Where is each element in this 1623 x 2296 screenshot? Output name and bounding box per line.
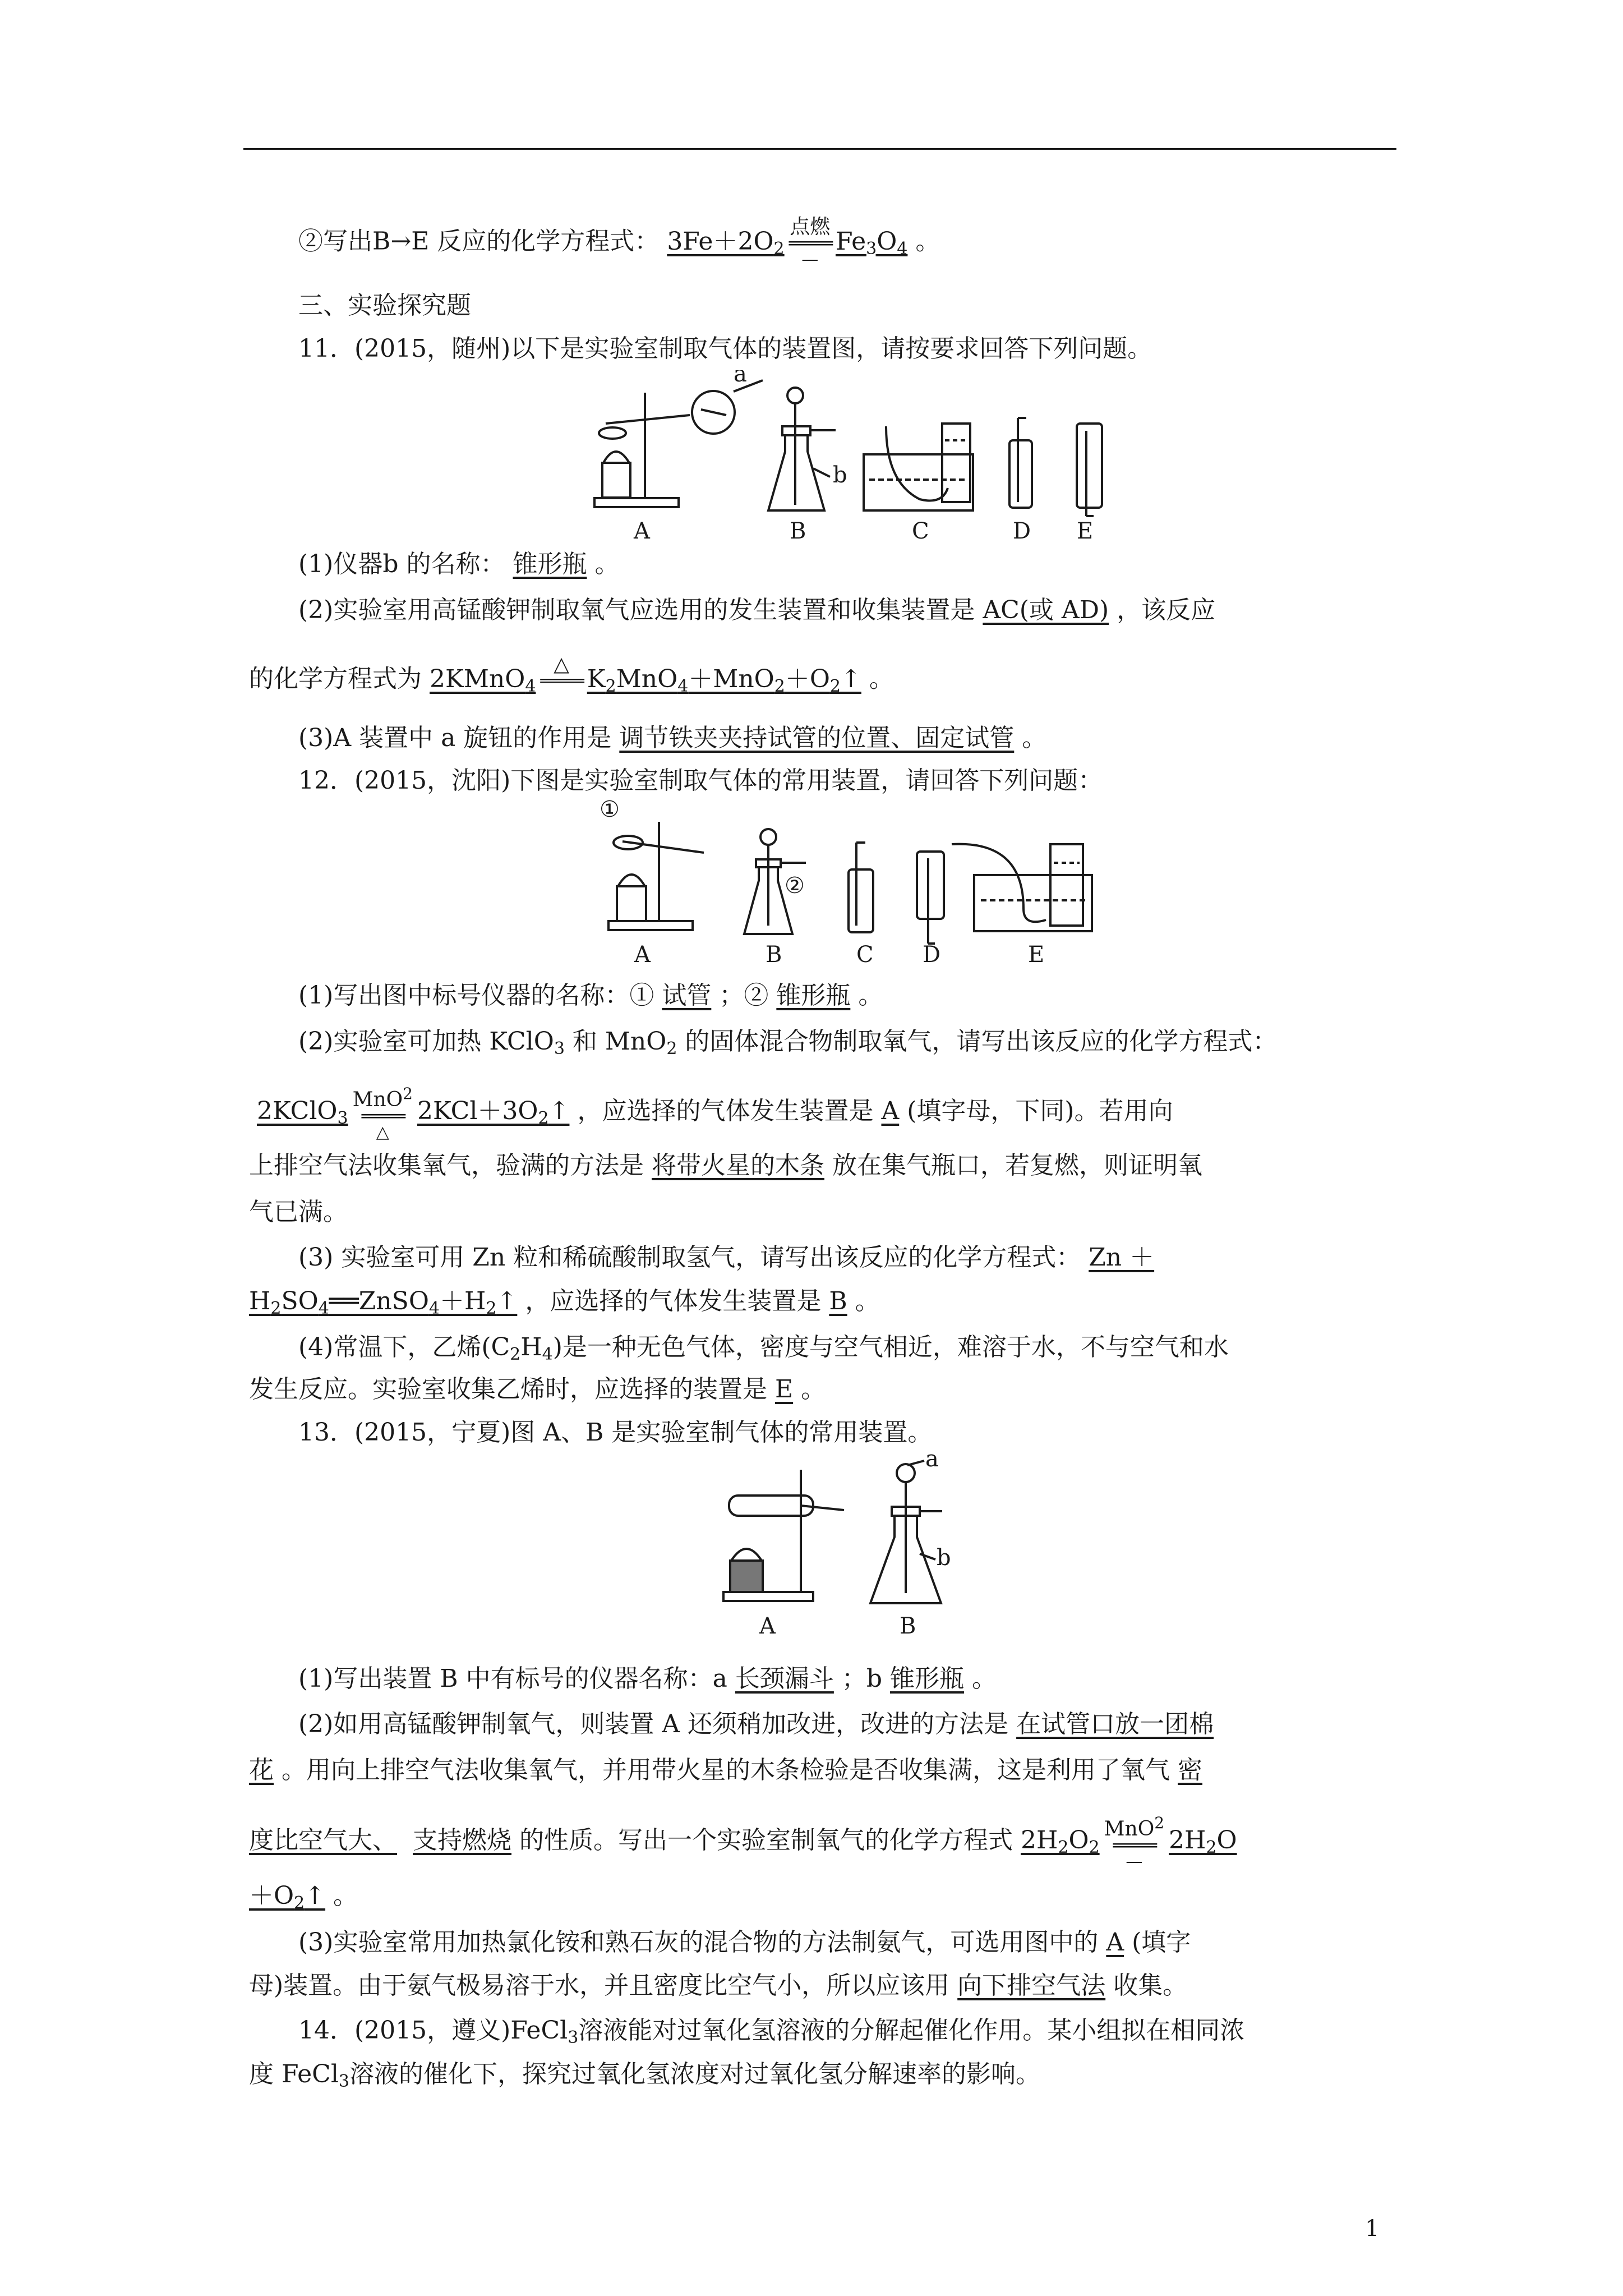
alcohol-lamp: [602, 463, 630, 498]
q12-stem: 12．(2015，沈阳)下图是实验室制取气体的常用装置，请回答下列问题：: [298, 766, 1103, 795]
q13-stem: 13．(2015，宁夏)图 A、B 是实验室制气体的常用装置。: [298, 1418, 933, 1447]
answer-blank: AC(或 AD): [983, 596, 1109, 624]
reaction-condition: MnO$^2$ ═════ —: [1104, 1814, 1165, 1871]
page-number: 1: [1365, 2216, 1380, 2242]
q13-part3-line1: (3)实验室常用加热氯化铵和熟石灰的混合物的方法制氨气，可选用图中的 A (填字: [298, 1928, 1191, 1957]
fig-label-A: A: [634, 518, 650, 544]
q12-part1: (1)写出图中标号仪器的名称：① 试管 ；② 锥形瓶 。: [298, 981, 883, 1010]
reaction-condition: MnO$^2$ ═════ △: [352, 1084, 413, 1142]
stand-base: [594, 498, 679, 507]
answer-blank: 锥形瓶: [776, 981, 851, 1010]
marker-1: ①: [600, 797, 620, 822]
answer-blank: $+O_2↑$: [249, 1881, 326, 1913]
answer-blank: 度比空气大、: [249, 1826, 397, 1855]
answer-blank: 支持燃烧: [413, 1826, 511, 1855]
q11-part1: (1)仪器b 的名称： 锥形瓶 。: [298, 550, 620, 578]
q13-part2-line4: $+O_2↑$ 。: [249, 1881, 358, 1913]
answer-blank: 向下排空气法: [957, 1971, 1106, 2000]
q11-part2-line1: (2)实验室用高锰酸钾制取氧气应选用的发生装置和收集装置是 AC(或 AD) ，该反应: [298, 596, 1216, 624]
fig-label-A: A: [759, 1613, 776, 1638]
q11-part2-line2: 的化学方程式为 2KMnO$_4$ △ ═════ $K_2MnO_4+MnO_2+O_2↑$ 。: [249, 654, 1396, 707]
label-b: b: [937, 1545, 951, 1571]
q13-part1: (1)写出装置 B 中有标号的仪器名称：a 长颈漏斗 ；b 锥形瓶 。: [298, 1664, 997, 1693]
q11-part3: (3)A 装置中 a 旋钮的作用是 调节铁夹夹持试管的位置、固定试管 。: [298, 724, 1047, 752]
answer-blank: 长颈漏斗: [735, 1664, 834, 1693]
q13-part2-line2: 花 。用向上排空气法收集氧气，并用带火星的木条检验是否收集满，这是利用了氧气 密: [249, 1754, 1396, 1787]
answer-blank: 在试管口放一团棉: [1016, 1710, 1214, 1738]
q13-part3-line2: 母)装置。由于氨气极易溶于水，并且密度比空气小，所以应该用 向下排空气法 收集。: [249, 1971, 1188, 2000]
fig-label-B: B: [766, 942, 782, 965]
fig-label-E: E: [1077, 518, 1094, 544]
answer-blank: 密: [1178, 1756, 1202, 1784]
answer-blank: A: [1106, 1928, 1124, 1957]
fig-label-A: A: [634, 942, 651, 965]
q14-line1: 14．(2015，遵义)FeCl$_3$溶液能对过氧化氢溶液的分解起催化作用。某小组拟在相同浓: [298, 2016, 1245, 2047]
q13-part2-line1: (2)如用高锰酸钾制氧气，则装置 A 还须稍加改进，改进的方法是 在试管口放一团棉: [249, 1708, 1396, 1741]
q11-stem: 11．(2015，随州)以下是实验室制取气体的装置图，请按要求回答下列问题。: [298, 334, 1152, 363]
fig-label-C: C: [912, 518, 929, 544]
q12-part4-line1: (4)常温下，乙烯$(C_2H_4)$是一种无色气体，密度与空气相近，难溶于水，不与空气和水: [298, 1333, 1229, 1364]
answer-blank: 锥形瓶: [513, 550, 587, 578]
answer-blank: 试管: [662, 981, 712, 1010]
answer-blank: $2H_2O_2$ MnO$^2$ ═════ — $2H_2O$: [1013, 1826, 1245, 1855]
fig-label-E: E: [1028, 942, 1045, 965]
answer-blank: 花: [249, 1756, 274, 1784]
label-a: a: [925, 1453, 939, 1472]
gas-jar-downward: [1077, 424, 1102, 508]
answer-blank: 2KMnO$_4$ △ ═════ $K_2MnO_4+MnO_2+O_2↑$: [422, 665, 869, 693]
answer-blank: 2KClO$_3$ MnO$^2$ ═════ △ $2KCl+3O_2↑$: [249, 1097, 577, 1125]
answer-blank: $H_2SO_4══ZnSO_4+H_2↑$: [249, 1287, 518, 1318]
q14-line2: 度 FeCl$_3$溶液的催化下，探究过氧化氢浓度对过氧化氢分解速率的影响。: [249, 2060, 1040, 2091]
fig-label-B: B: [900, 1613, 916, 1638]
answer-blank: $3Fe+2O_2$ 点燃 ═════ — $Fe_3O_4$: [667, 215, 908, 269]
label-a: a: [734, 370, 747, 387]
fig-label-B: B: [790, 518, 806, 544]
answer-blank: 锥形瓶: [890, 1664, 965, 1693]
header-rule: [243, 148, 1396, 150]
answer-blank: A: [881, 1097, 900, 1125]
q12-part3-line1: (3) 实验室可用 Zn 粒和稀硫酸制取氢气，请写出该反应的化学方程式： Zn ＋: [249, 1241, 1396, 1274]
answer-blank: 将带火星的木条: [652, 1151, 824, 1180]
q12-part3-line2: $H_2SO_4══ZnSO_4+H_2↑$ ，应选择的气体发生装置是 B 。: [249, 1287, 880, 1318]
reaction-condition: 点燃 ═════ —: [789, 215, 831, 269]
q12-part2-line4: 气已满。: [249, 1198, 348, 1226]
section-heading: 三、实验探究题: [298, 291, 471, 320]
fig-label-D: D: [1013, 518, 1031, 544]
answer-blank: 调节铁夹夹持试管的位置、固定试管: [619, 724, 1015, 752]
marker-2: ②: [785, 873, 805, 899]
q10-answer-line: ②写出B→E 反应的化学方程式： $3Fe+2O_2$ 点燃 ═════ — $Fe_3O_4$ 。: [298, 215, 940, 269]
gas-jar-upward: [1009, 440, 1032, 508]
fig-label-C: C: [856, 942, 874, 965]
label-b: b: [833, 462, 847, 488]
q12-apparatus-figure: [597, 797, 1136, 965]
reaction-condition: △ ═════: [540, 653, 583, 691]
answer-blank: Zn ＋: [1089, 1243, 1155, 1272]
q13-part2-line3: 度比空气大、 支持燃烧 的性质。写出一个实验室制氧气的化学方程式 $2H_2O_2$ MnO$^2$ ═════ — $2H_2O$: [249, 1812, 1396, 1872]
q12-part2-line1: (2)实验室可加热 KClO$_3$ 和 MnO$_2$ 的固体混合物制取氧气，请写出该反应的化学方程式：: [298, 1027, 1278, 1059]
q13-apparatus-figure: [718, 1453, 976, 1638]
q12-part4-line2: 发生反应。实验室收集乙烯时，应选择的装置是 E 。: [249, 1375, 826, 1404]
fig-label-D: D: [923, 942, 941, 965]
answer-blank: E: [775, 1375, 794, 1404]
q12-part2-line3: 上排空气法收集氧气，验满的方法是 将带火星的木条 放在集气瓶口，若复燃，则证明氧: [249, 1151, 1202, 1180]
answer-blank: B: [829, 1287, 847, 1315]
q12-part2-line2: 2KClO$_3$ MnO$^2$ ═════ △ $2KCl+3O_2↑$ ，应选择的气体发生装置是 A (填字母，下同)。若用向: [249, 1083, 1396, 1143]
q11-apparatus-figure: [583, 370, 1122, 544]
